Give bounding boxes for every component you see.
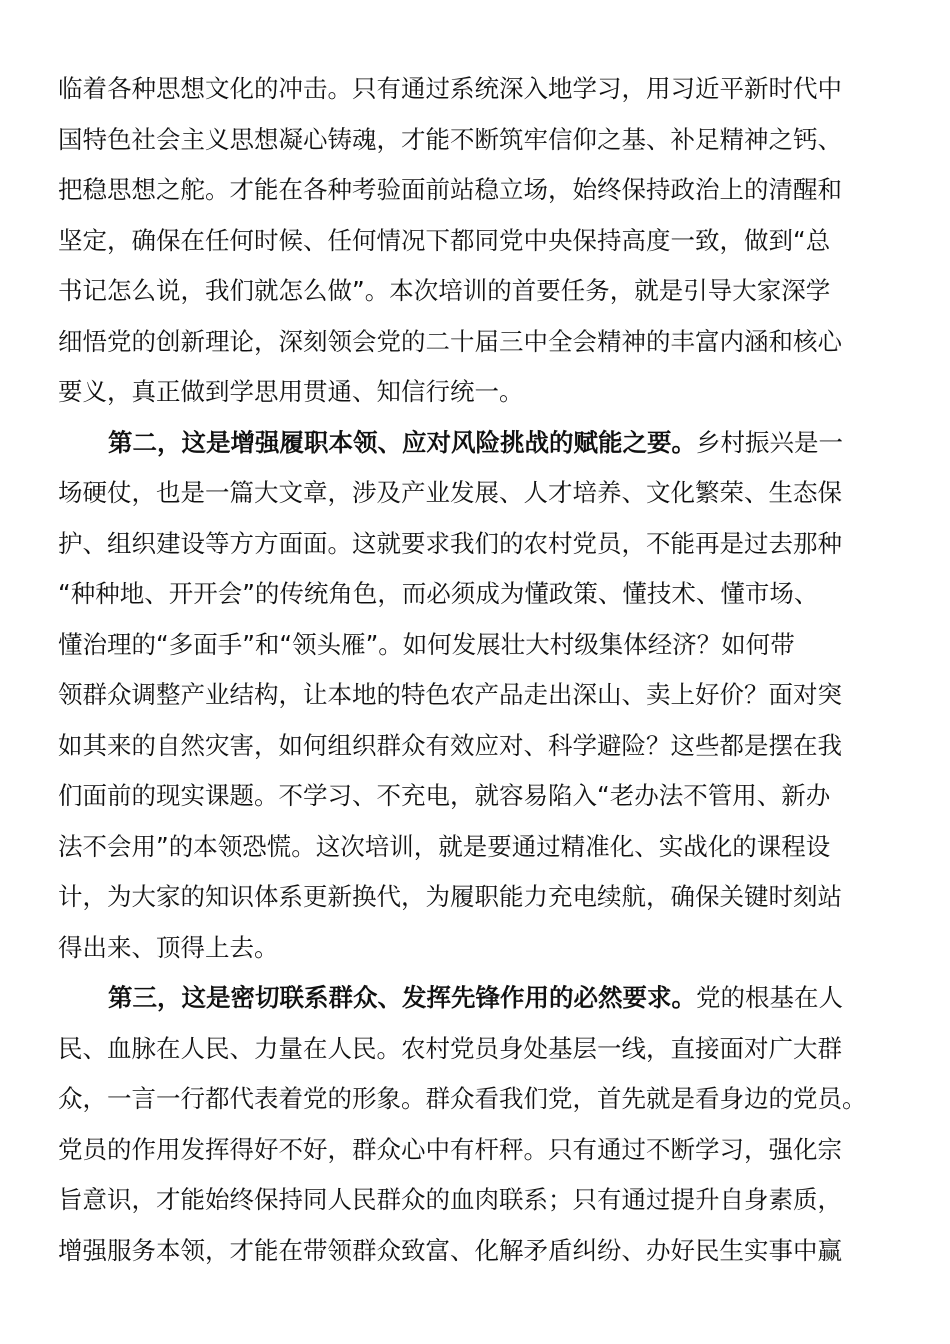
paragraph-line: 党员的作用发挥得好不好，群众心中有杆秤。只有通过不断学习，强化宗 xyxy=(58,1134,842,1164)
paragraph-first-line xyxy=(58,418,878,469)
heading-line-rest: 乡村振兴是一 xyxy=(696,427,843,457)
paragraph-line: 国特色社会主义思想凝心铸魂，才能不断筑牢信仰之基、补足精神之钙、 xyxy=(58,124,842,154)
paragraph-line: 坚定，确保在任何时候、任何情况下都同党中央保持高度一致，做到“总 xyxy=(58,225,831,255)
paragraph-line: 书记怎么说，我们就怎么做”。本次培训的首要任务，就是引导大家深学 xyxy=(58,276,831,305)
section-heading-third: 第三，这是密切联系群众、发挥先锋作用的必然要求。 xyxy=(108,983,696,1012)
paragraph-line: 得出来、顶得上去。 xyxy=(58,932,279,962)
paragraph-line: 领群众调整产业结构，让本地的特色农产品走出深山、卖上好价？面对突 xyxy=(58,680,842,709)
paragraph-line: 计，为大家的知识体系更新换代，为履职能力充电续航，确保关键时刻站 xyxy=(58,882,842,911)
paragraph-line: 懂治理的“多面手”和“领头雁”。如何发展壮大村级集体经济？如何带 xyxy=(58,629,795,659)
section-heading-second: 第二，这是增强履职本领、应对风险挑战的赋能之要。 xyxy=(108,427,696,457)
paragraph-line: 临着各种思想文化的冲击。只有通过系统深入地学习，用习近平新时代中 xyxy=(58,74,842,103)
paragraph-1 xyxy=(58,64,878,418)
paragraph-line: 民、血脉在人民、力量在人民。农村党员身处基层一线，直接面对广大群 xyxy=(58,1033,842,1063)
document-body xyxy=(58,64,878,1276)
paragraph-line: 场硬仗，也是一篇大文章，涉及产业发展、人才培养、文化繁荣、生态保 xyxy=(58,478,842,507)
paragraph-line: 如其来的自然灾害，如何组织群众有效应对、科学避险？这些都是摆在我 xyxy=(58,730,842,760)
heading-line-rest: 党的根基在人 xyxy=(696,983,843,1012)
paragraph-line: 旨意识，才能始终保持同人民群众的血肉联系；只有通过提升自身素质， xyxy=(58,1185,842,1214)
paragraph-line: 要义，真正做到学思用贯通、知信行统一。 xyxy=(58,377,524,406)
paragraph-line: 众，一言一行都代表着党的形象。群众看我们党，首先就是看身边的党员。 xyxy=(58,1084,867,1113)
paragraph-line: 护、组织建设等方方面面。这就要求我们的农村党员，不能再是过去那种 xyxy=(58,528,842,558)
paragraph-line: 把稳思想之舵。才能在各种考验面前站稳立场，始终保持政治上的清醒和 xyxy=(58,175,842,204)
paragraph-line: 们面前的现实课题。不学习、不充电，就容易陷入“老办法不管用、新办 xyxy=(58,781,831,810)
paragraph-line: 增强服务本领，才能在带领群众致富、化解矛盾纠纷、办好民生实事中赢 xyxy=(58,1235,842,1265)
paragraph-line: 细悟党的创新理论，深刻领会党的二十届三中全会精神的丰富内涵和核心 xyxy=(58,326,842,356)
paragraph-line: 法不会用”的本领恐慌。这次培训，就是要通过精准化、实战化的课程设 xyxy=(58,831,831,861)
paragraph-2 xyxy=(58,418,878,974)
paragraph-line: “种种地、开开会”的传统角色，而必须成为懂政策、懂技术、懂市场、 xyxy=(58,579,819,608)
paragraph-3 xyxy=(58,973,878,1276)
paragraph-first-line xyxy=(58,973,878,1024)
